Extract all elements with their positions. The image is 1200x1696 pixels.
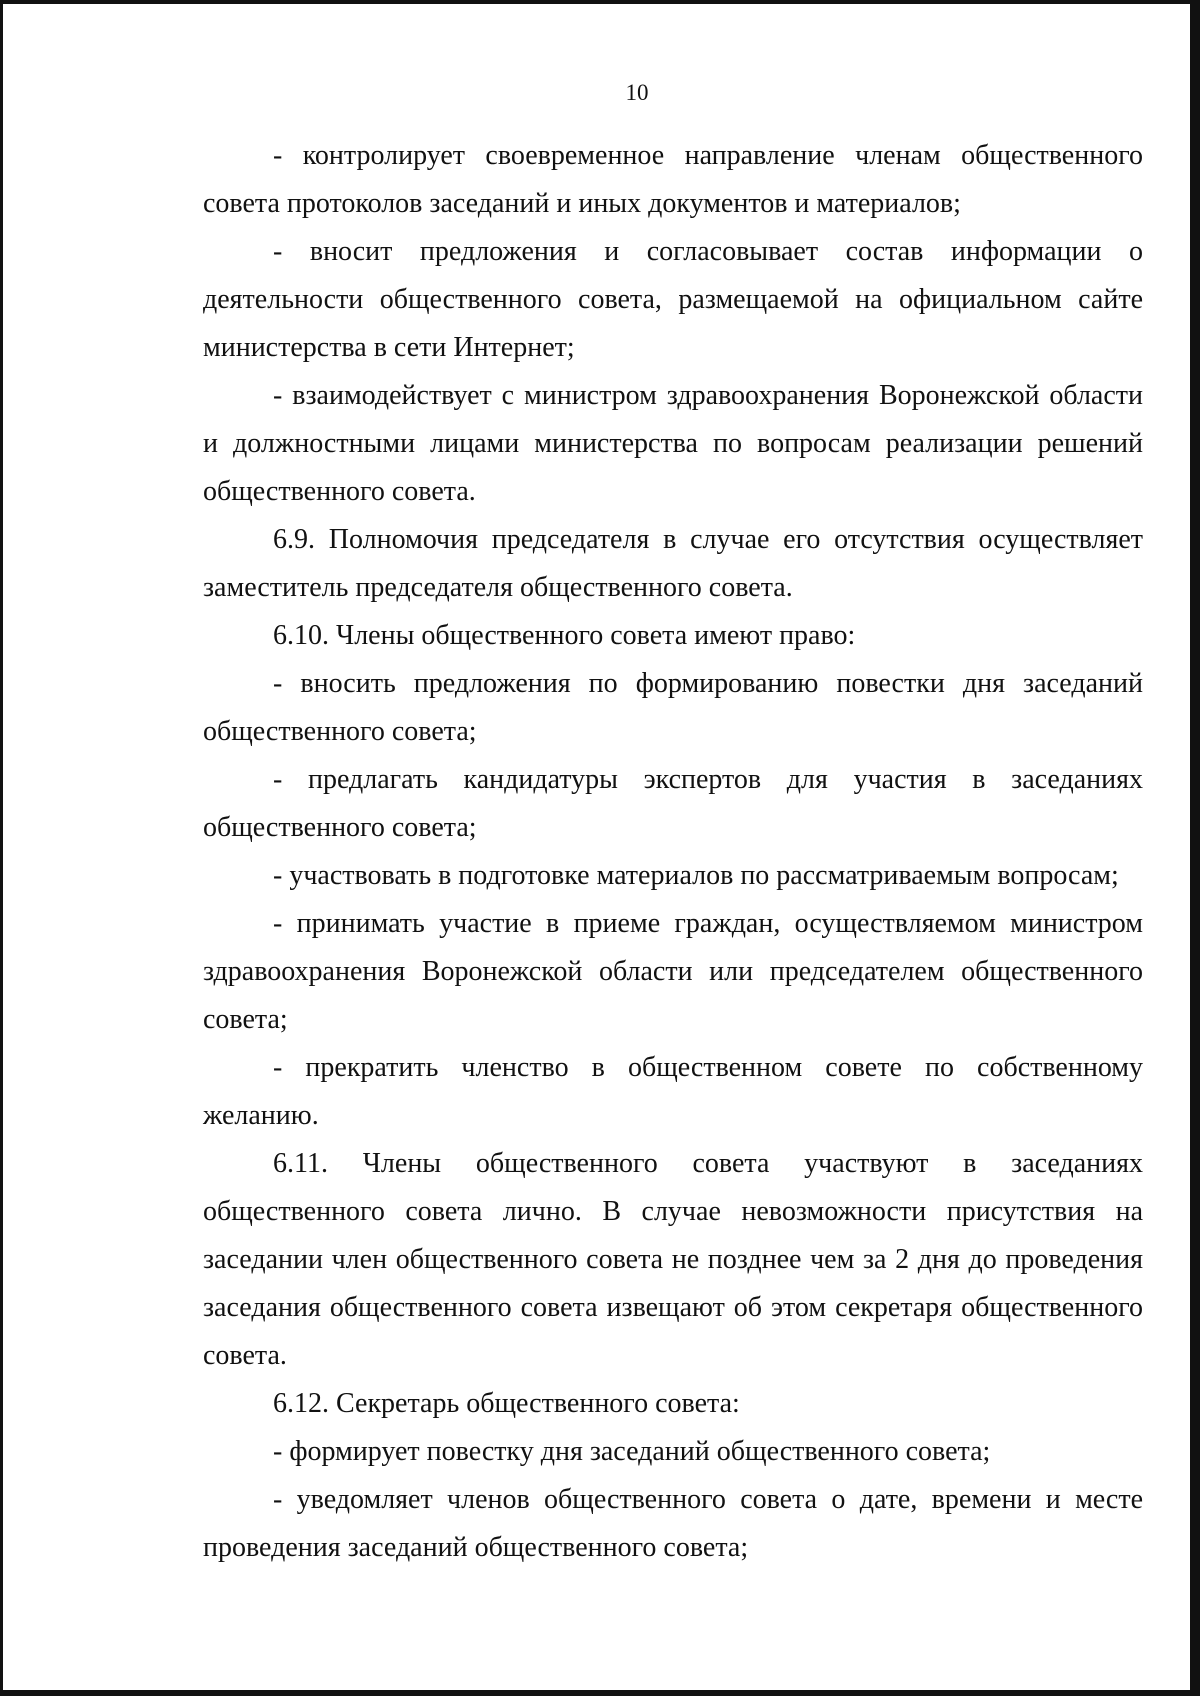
paragraph-13: - формирует повестку дня заседаний общественного совета; [273, 1436, 991, 1467]
paragraph-2: - вносит предложения и согласовывает состав информации о деятельности общественного совета, размещаемой на официальном сайте министерства в сети Интернет; [203, 236, 1143, 363]
paragraph-7: - предлагать кандидатуры экспертов для участия в заседаниях общественного совета; [203, 764, 1143, 843]
paragraph-5: 6.10. Члены общественного совета имеют право: [273, 620, 856, 651]
paragraph-10: - прекратить членство в общественном совете по собственному желанию. [203, 1052, 1143, 1131]
paragraph-11: 6.11. Члены общественного совета участвуют в заседаниях общественного совета лично. В случае невозможности присутствия на заседании член общественного совета не позднее чем за 2 дня до проведения заседания общественного совета извещают об этом секретаря общественного совета. [203, 1148, 1143, 1371]
paragraph-12: 6.12. Секретарь общественного совета: [273, 1388, 740, 1419]
paragraph-9: - принимать участие в приеме граждан, осуществляемом министром здравоохранения Воронежской области или председателем общественного совета; [203, 908, 1143, 1035]
paragraph-3: - взаимодействует с министром здравоохранения Воронежской области и должностными лицами министерства по вопросам реализации решений общественного совета. [203, 380, 1143, 507]
paragraph-8: - участвовать в подготовке материалов по рассматриваемым вопросам; [273, 860, 1119, 891]
paragraph-6: - вносить предложения по формированию повестки дня заседаний общественного совета; [203, 668, 1143, 747]
document-body [203, 132, 1143, 1572]
paragraph-14: - уведомляет членов общественного совета о дате, времени и месте проведения заседаний общественного совета; [203, 1484, 1143, 1563]
paragraph-4: 6.9. Полномочия председателя в случае его отсутствия осуществляет заместитель председателя общественного совета. [203, 524, 1143, 603]
page-number: 10 [625, 80, 649, 105]
paragraph-1: - контролирует своевременное направление членам общественного совета протоколов заседаний и иных документов и материалов; [203, 140, 1143, 219]
